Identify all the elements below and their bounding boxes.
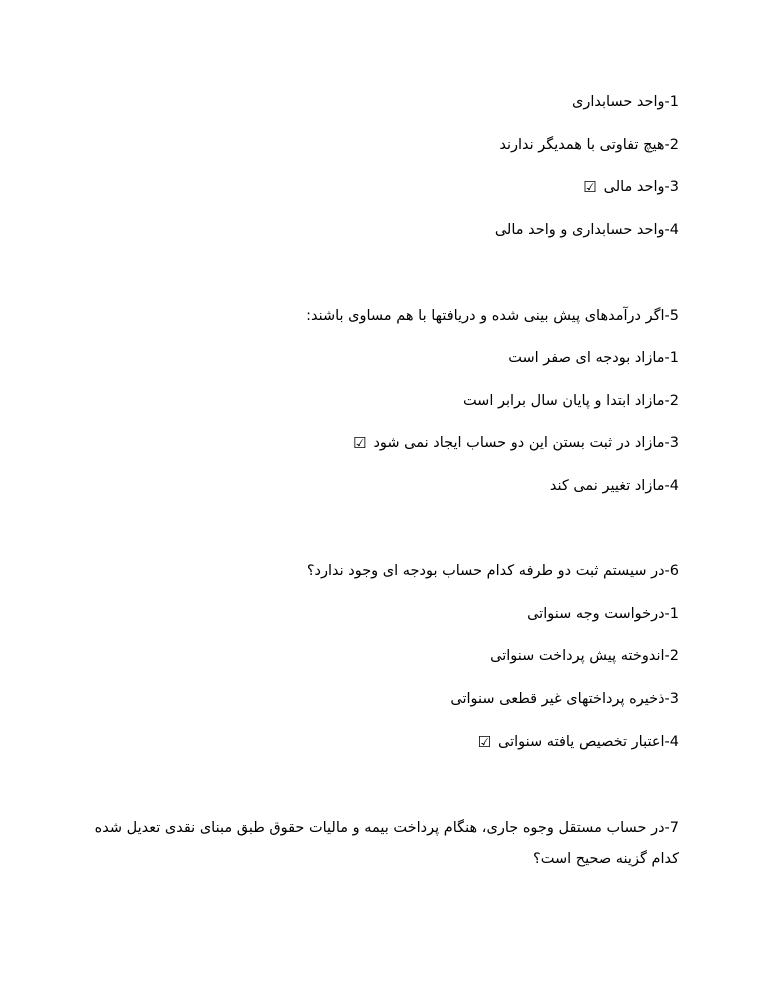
option-text: -واحد حسابداری bbox=[571, 94, 670, 110]
q5-option-4 bbox=[89, 476, 679, 496]
option-number: 2 bbox=[669, 137, 679, 153]
option-text: -واحد مالی bbox=[603, 179, 670, 195]
q5-question bbox=[89, 306, 679, 326]
q5-option-3 bbox=[89, 433, 679, 453]
option-text: -مازاد ابتدا و پایان سال برابر است bbox=[462, 393, 670, 409]
option-text: -اعتبار تخصیص یافته سنواتی bbox=[498, 734, 670, 750]
q4-option-3 bbox=[89, 177, 679, 197]
option-number: 1 bbox=[669, 94, 679, 110]
q7-question bbox=[89, 813, 679, 875]
q6-option-3 bbox=[89, 689, 679, 709]
option-text: -ذخیره پرداختهای غیر قطعی سنواتی bbox=[450, 691, 670, 707]
q4-option-4 bbox=[89, 220, 679, 240]
question-number: 7 bbox=[669, 820, 679, 836]
option-number: 4 bbox=[669, 222, 679, 238]
option-text: -واحد حسابداری و واحد مالی bbox=[494, 222, 670, 238]
question-text: -اگر درآمدهای پیش بینی شده و دریافتها با هم مساوی باشند: bbox=[306, 308, 670, 324]
option-text: -درخواست وجه سنواتی bbox=[527, 606, 670, 622]
option-number: 3 bbox=[669, 435, 679, 451]
checkbox-checked-icon: ☑ bbox=[583, 178, 597, 196]
option-number: 2 bbox=[669, 393, 679, 409]
option-text: -مازاد تغییر نمی کند bbox=[549, 478, 670, 494]
option-number: 3 bbox=[669, 691, 679, 707]
q5-option-1 bbox=[89, 348, 679, 368]
question-text: -در سیستم ثبت دو طرفه کدام حساب بودجه ای وجود ندارد؟ bbox=[306, 563, 670, 579]
q4-option-2 bbox=[89, 135, 679, 155]
option-text: -اندوخته پیش پرداخت سنواتی bbox=[490, 648, 670, 664]
option-number: 3 bbox=[669, 179, 679, 195]
q6-option-1 bbox=[89, 604, 679, 624]
option-text: -مازاد در ثبت بستن این دو حساب ایجاد نمی شود bbox=[373, 435, 670, 451]
question-text: -در حساب مستقل وجوه جاری، هنگام پرداخت بیمه و مالیات حقوق طبق مبنای نقدی تعدیل شده کدام گزینه صحیح است؟ bbox=[94, 820, 679, 867]
option-number: 4 bbox=[669, 478, 679, 494]
question-number: 6 bbox=[669, 563, 679, 579]
option-text: -هیچ تفاوتی با همدیگر ندارند bbox=[499, 137, 670, 153]
option-text: -مازاد بودجه ای صفر است bbox=[508, 350, 670, 366]
option-number: 2 bbox=[669, 648, 679, 664]
option-number: 1 bbox=[669, 606, 679, 622]
q6-option-4 bbox=[89, 732, 679, 752]
q6-option-2 bbox=[89, 646, 679, 666]
question-number: 5 bbox=[669, 308, 679, 324]
checkbox-checked-icon: ☑ bbox=[477, 733, 492, 751]
option-number: 4 bbox=[669, 734, 679, 750]
checkbox-checked-icon: ☑ bbox=[353, 434, 367, 452]
option-number: 1 bbox=[669, 350, 679, 366]
q6-question bbox=[89, 561, 679, 581]
q5-option-2 bbox=[89, 391, 679, 411]
q4-option-1 bbox=[89, 92, 679, 112]
